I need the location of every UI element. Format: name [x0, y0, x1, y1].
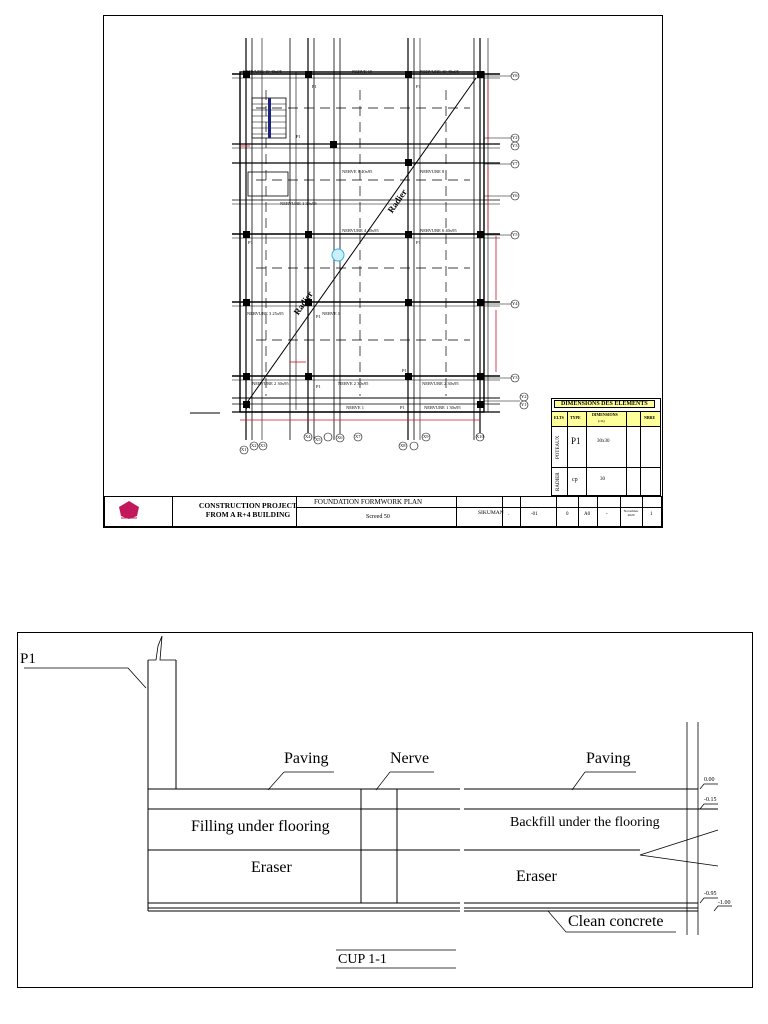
column-label: P1: [248, 240, 253, 245]
schedule-type: P1: [571, 436, 581, 446]
sheet-number: -01: [531, 512, 538, 517]
scale-label: Screed 50: [366, 514, 390, 520]
level-label: -1.00: [718, 900, 731, 906]
level-label: -0.95: [704, 891, 717, 897]
paving-right-label: Paving: [586, 750, 631, 767]
beam-label: NERVURE 2 30x95: [252, 381, 289, 386]
beam-label: NERVE 2 30x95: [338, 381, 369, 386]
axis-label: Y7: [512, 161, 518, 166]
beam-label: NERVURE 2 30x95: [422, 381, 459, 386]
axis-label: X2: [251, 443, 257, 448]
axis-label: Y3: [512, 375, 518, 380]
drawing-date: November 2020: [623, 509, 639, 517]
beam-label: NERVE 1: [346, 405, 365, 410]
beam-label: NERVURE 10 40x95: [243, 69, 282, 74]
schedule-element: RADIER: [556, 472, 561, 491]
axis-label: Y3: [512, 143, 518, 148]
axis-label: X3: [260, 443, 266, 448]
section-caption: CUP 1-1: [338, 952, 387, 967]
beam-label: NERVURE 3 25x95: [247, 311, 284, 316]
page-number: 1: [650, 512, 653, 517]
schedule-dims: 30: [600, 477, 605, 482]
schedule-element: POTEAUX: [556, 435, 561, 459]
drawn-by: SIKUMAN: [478, 510, 504, 516]
schedule-header: ELTS: [554, 415, 564, 420]
beam-label: NERVURE 10 40x95: [420, 69, 459, 74]
axis-label: Y1: [521, 402, 527, 407]
column-label: P1: [316, 384, 321, 389]
title-dash: -: [508, 512, 510, 517]
schedule-type: cp: [572, 477, 578, 483]
beam-label: NERVURE 4 40x95: [342, 228, 379, 233]
radier-label: Radier: [291, 289, 315, 317]
revision: 0: [566, 512, 569, 517]
section-column-label: P1: [20, 651, 36, 667]
axis-label: X1: [241, 447, 247, 452]
filling-label: Filling under flooring: [191, 818, 330, 835]
axis-label: X9: [423, 434, 429, 439]
axis-label: X8: [400, 443, 406, 448]
schedule-header: TYPE: [570, 415, 581, 420]
axis-label: X10: [476, 434, 484, 439]
paper-format: A0: [584, 512, 591, 517]
beam-label: NERVURE 1 30x95: [280, 201, 317, 206]
schedule-title: DIMENSIONS DES ELEMENTS: [554, 400, 655, 408]
schedule-subheader: (cm): [598, 419, 605, 423]
eraser-right-label: Eraser: [516, 868, 557, 885]
level-label: -0.15: [704, 797, 717, 803]
column-label: P1: [416, 240, 421, 245]
scale-dash: -: [606, 512, 608, 517]
paving-left-label: Paving: [284, 750, 329, 767]
clean-concrete-label: Clean concrete: [568, 913, 664, 930]
axis-label: X6: [337, 435, 343, 440]
axis-label: Y2: [521, 394, 527, 399]
schedule-header: DIMENSIONS: [592, 412, 618, 417]
axis-label: Y6: [512, 193, 518, 198]
axis-label: Y5: [512, 232, 518, 237]
backfill-label: Backfill under the flooring: [510, 815, 660, 830]
axis-label: X4: [305, 434, 311, 439]
schedule-header: NBRE: [644, 415, 656, 420]
beam-label: NERVE 1: [322, 311, 341, 316]
column-label: P1: [296, 134, 301, 139]
beam-label: NERVE 10: [352, 69, 373, 74]
axis-label: Y8: [512, 73, 518, 78]
radier-label: Radier: [385, 187, 409, 215]
axis-label: X5: [315, 437, 321, 442]
column-label: P1: [402, 368, 407, 373]
column-label: P1: [246, 405, 251, 410]
schedule-dims: 30x30: [597, 439, 610, 444]
drawing-title: FOUNDATION FORMWORK PLAN: [314, 498, 423, 506]
beam-label: NERVURE 6 40x95: [420, 228, 457, 233]
column-label: P1: [400, 405, 405, 410]
column-label: P1: [316, 314, 321, 319]
eraser-left-label: Eraser: [251, 859, 292, 876]
axis-label: Y4: [512, 301, 518, 306]
level-label: 0.00: [704, 777, 715, 783]
axis-label: Y2: [512, 135, 518, 140]
beam-label: NERVURE 8: [420, 169, 445, 174]
nerve-label: Nerve: [390, 750, 430, 767]
project-title: CONSTRUCTION PROJECT FROM A R+4 BUILDING: [198, 501, 298, 519]
column-label: P1: [312, 84, 317, 89]
column-label: P1: [416, 84, 421, 89]
beam-label: NERVE 8 40x95: [342, 169, 373, 174]
axis-label: X7: [355, 434, 361, 439]
beam-label: NERVURE 1 30x95: [424, 405, 461, 410]
